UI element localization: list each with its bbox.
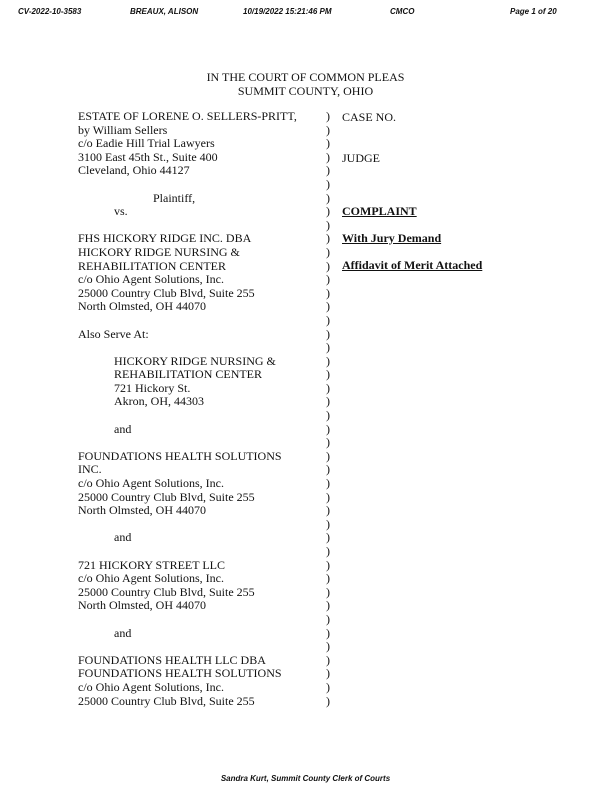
caption-line (78, 640, 318, 654)
caption-line: Akron, OH, 44303 (114, 394, 204, 409)
header-doc-type: CMCO (390, 7, 415, 16)
caption-line: c/o Ohio Agent Solutions, Inc. (78, 272, 224, 287)
versus-label: vs. (114, 204, 128, 219)
case-number-label: CASE NO. (342, 110, 397, 124)
caption-parenthesis: ) (326, 571, 330, 586)
caption-parenthesis: ) (326, 340, 330, 355)
header-timestamp: 10/19/2022 15:21:46 PM (243, 7, 332, 16)
caption-line: FOUNDATIONS HEALTH SOLUTIONS (78, 448, 282, 463)
caption-parenthesis: ) (326, 190, 330, 205)
caption-parenthesis: ) (326, 544, 330, 558)
caption-line: INC. (78, 462, 102, 477)
caption-line (78, 314, 318, 328)
jury-demand-label: With Jury Demand (342, 231, 442, 245)
caption-parenthesis: ) (326, 163, 330, 178)
caption-line (78, 545, 318, 559)
caption-parenthesis: ) (326, 231, 330, 246)
caption-parenthesis: ) (326, 367, 330, 382)
plaintiff-label: Plaintiff, (153, 190, 196, 205)
caption-line: c/o Eadie Hill Trial Lawyers (78, 136, 215, 151)
caption-parenthesis: ) (326, 530, 330, 545)
caption-line: HICKORY RIDGE NURSING & (114, 353, 276, 368)
court-county: SUMMIT COUNTY, OHIO (237, 83, 374, 98)
case-caption (78, 110, 318, 708)
caption-line: c/o Ohio Agent Solutions, Inc. (78, 476, 224, 491)
caption-line: FHS HICKORY RIDGE INC. DBA (78, 231, 252, 246)
judge-label: JUDGE (342, 151, 380, 165)
caption-line (78, 436, 318, 450)
caption-parenthesis: ) (326, 122, 330, 137)
caption-line (78, 518, 318, 532)
caption-parenthesis: ) (326, 611, 330, 626)
caption-parenthesis: ) (326, 448, 330, 463)
clerk-footer: Sandra Kurt, Summit County Clerk of Courts (220, 774, 391, 783)
header-page-number: Page 1 of 20 (510, 7, 557, 16)
caption-parenthesis: ) (326, 503, 330, 518)
caption-parenthesis: ) (326, 217, 330, 232)
caption-line: c/o Ohio Agent Solutions, Inc. (78, 571, 224, 586)
caption-parenthesis: ) (326, 652, 330, 667)
caption-parenthesis: ) (326, 489, 330, 504)
caption-parenthesis: ) (326, 666, 330, 681)
header-judge: BREAUX, ALISON (130, 7, 199, 16)
caption-line: 721 Hickory St. (114, 380, 191, 395)
caption-parenthesis: ) (326, 584, 330, 599)
caption-line: REHABILITATION CENTER (78, 258, 227, 273)
caption-line: Cleveland, Ohio 44127 (78, 163, 190, 178)
caption-parenthesis: ) (326, 598, 330, 613)
header-case-number: CV-2022-10-3583 (18, 7, 82, 16)
caption-line: North Olmsted, OH 44070 (78, 299, 206, 314)
caption-parenthesis: ) (326, 272, 330, 287)
caption-line (78, 409, 318, 423)
caption-parenthesis: ) (326, 353, 330, 368)
caption-parenthesis: ) (326, 204, 330, 219)
caption-line: HICKORY RIDGE NURSING & (78, 244, 240, 259)
caption-parenthesis: ) (326, 299, 330, 314)
caption-parenthesis: ) (326, 326, 330, 341)
and-label: and (114, 421, 132, 436)
court-heading (0, 71, 611, 98)
caption-parenthesis: ) (326, 380, 330, 395)
caption-line: by William Sellers (78, 122, 168, 137)
caption-line: 721 HICKORY STREET LLC (78, 557, 226, 572)
caption-parenthesis: ) (326, 435, 330, 450)
caption-parenthesis: ) (326, 176, 330, 191)
caption-line: 3100 East 45th St., Suite 400 (78, 149, 218, 164)
caption-line (78, 178, 318, 192)
complaint-title: COMPLAINT (342, 204, 417, 218)
caption-line: FOUNDATIONS HEALTH LLC DBA (78, 652, 266, 667)
and-label: and (114, 530, 132, 545)
caption-parenthesis: ) (326, 462, 330, 477)
caption-line: 25000 Country Club Blvd, Suite 255 (78, 584, 255, 599)
caption-line: FOUNDATIONS HEALTH SOLUTIONS (78, 666, 282, 681)
caption-parenthesis: ) (326, 625, 330, 640)
caption-parenthesis: ) (326, 408, 330, 423)
caption-parenthesis-column (326, 110, 334, 708)
affidavit-label: Affidavit of Merit Attached (342, 258, 483, 272)
caption-line: 25000 Country Club Blvd, Suite 255 (78, 285, 255, 300)
caption-line: North Olmsted, OH 44070 (78, 503, 206, 518)
caption-parenthesis: ) (326, 109, 330, 123)
caption-parenthesis: ) (326, 136, 330, 151)
caption-line: 25000 Country Club Blvd, Suite 255 (78, 693, 255, 708)
caption-parenthesis: ) (326, 312, 330, 327)
caption-parenthesis: ) (326, 639, 330, 654)
caption-line: c/o Ohio Agent Solutions, Inc. (78, 679, 224, 694)
caption-parenthesis: ) (326, 149, 330, 164)
also-serve-label: Also Serve At: (78, 326, 149, 341)
and-label: and (114, 625, 132, 640)
caption-parenthesis: ) (326, 285, 330, 300)
caption-parenthesis: ) (326, 244, 330, 259)
caption-line: REHABILITATION CENTER (114, 367, 263, 382)
caption-parenthesis: ) (326, 421, 330, 436)
caption-parenthesis: ) (326, 557, 330, 572)
caption-parenthesis: ) (326, 476, 330, 491)
court-name: IN THE COURT OF COMMON PLEAS (206, 70, 405, 84)
caption-line: ESTATE OF LORENE O. SELLERS-PRITT, (78, 109, 297, 123)
caption-line (78, 341, 318, 355)
caption-line (78, 219, 318, 233)
caption-parenthesis: ) (326, 394, 330, 409)
caption-line: 25000 Country Club Blvd, Suite 255 (78, 489, 255, 504)
caption-parenthesis: ) (326, 516, 330, 531)
caption-parenthesis: ) (326, 679, 330, 694)
caption-line: North Olmsted, OH 44070 (78, 598, 206, 613)
caption-parenthesis: ) (326, 258, 330, 273)
caption-parenthesis: ) (326, 693, 330, 708)
caption-line (78, 613, 318, 627)
